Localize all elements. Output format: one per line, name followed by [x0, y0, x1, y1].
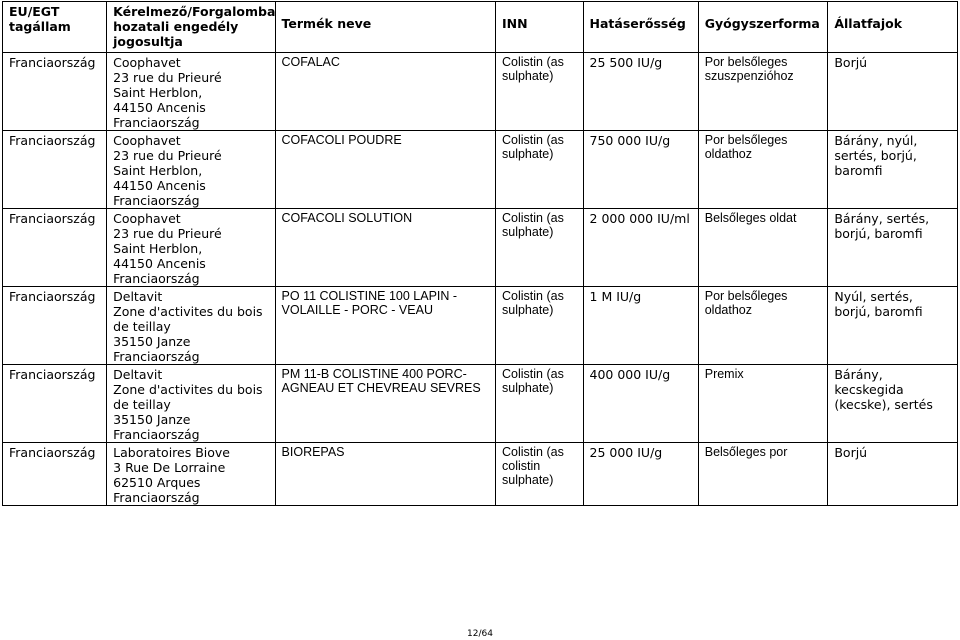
pharmaceutical-form-cell: Por belsőleges szuszpenzióhoz	[698, 53, 828, 131]
table-header-row	[3, 2, 958, 53]
applicant-cell: Laboratoires Biove 3 Rue De Lorraine 62510 Arques Franciaország	[107, 443, 275, 506]
species-cell: Borjú	[828, 53, 958, 131]
product-name-cell: COFACOLI SOLUTION	[275, 209, 495, 287]
pharmaceutical-form-cell: Por belsőleges oldathoz	[698, 287, 828, 365]
table-body	[3, 53, 958, 506]
products-table	[2, 1, 958, 506]
strength-cell: 400 000 IU/g	[583, 365, 698, 443]
pharmaceutical-form-cell: Belsőleges oldat	[698, 209, 828, 287]
table-row	[3, 209, 958, 287]
country-cell: Franciaország	[3, 209, 107, 287]
col-header-strength: Hatáserősség	[583, 2, 698, 53]
product-name-cell: PM 11-B COLISTINE 400 PORC-AGNEAU ET CHEVREAU SEVRES	[275, 365, 495, 443]
species-cell: Nyúl, sertés, borjú, baromfi	[828, 287, 958, 365]
strength-cell: 25 500 IU/g	[583, 53, 698, 131]
table-row	[3, 53, 958, 131]
species-cell: Bárány, nyúl, sertés, borjú, baromfi	[828, 131, 958, 209]
table-row	[3, 365, 958, 443]
applicant-cell: Deltavit Zone d'activites du bois de teillay 35150 Janze Franciaország	[107, 287, 275, 365]
table-row	[3, 443, 958, 506]
country-cell: Franciaország	[3, 287, 107, 365]
inn-cell: Colistin (as sulphate)	[496, 131, 584, 209]
col-header-inn: INN	[496, 2, 584, 53]
col-header-species: Állatfajok	[828, 2, 958, 53]
species-cell: Bárány, kecskegida (kecske), sertés	[828, 365, 958, 443]
table-row	[3, 131, 958, 209]
species-cell: Borjú	[828, 443, 958, 506]
strength-cell: 2 000 000 IU/ml	[583, 209, 698, 287]
pharmaceutical-form-cell: Belsőleges por	[698, 443, 828, 506]
species-cell: Bárány, sertés, borjú, baromfi	[828, 209, 958, 287]
product-name-cell: COFALAC	[275, 53, 495, 131]
page-number: 12/64	[467, 629, 493, 639]
inn-cell: Colistin (as colistin sulphate)	[496, 443, 584, 506]
inn-cell: Colistin (as sulphate)	[496, 365, 584, 443]
country-cell: Franciaország	[3, 443, 107, 506]
product-name-cell: PO 11 COLISTINE 100 LAPIN - VOLAILLE - PORC - VEAU	[275, 287, 495, 365]
strength-cell: 1 M IU/g	[583, 287, 698, 365]
product-name-cell: COFACOLI POUDRE	[275, 131, 495, 209]
col-header-applicant: Kérelmező/Forgalomba hozatali engedély jogosultja	[107, 2, 275, 53]
applicant-cell: Coophavet 23 rue du Prieuré Saint Herblon, 44150 Ancenis Franciaország	[107, 53, 275, 131]
col-header-country: EU/EGT tagállam	[3, 2, 107, 53]
pharmaceutical-form-cell: Premix	[698, 365, 828, 443]
inn-cell: Colistin (as sulphate)	[496, 287, 584, 365]
applicant-cell: Coophavet 23 rue du Prieuré Saint Herblon, 44150 Ancenis Franciaország	[107, 131, 275, 209]
strength-cell: 750 000 IU/g	[583, 131, 698, 209]
table-row	[3, 287, 958, 365]
product-name-cell: BIOREPAS	[275, 443, 495, 506]
applicant-cell: Coophavet 23 rue du Prieuré Saint Herblon, 44150 Ancenis Franciaország	[107, 209, 275, 287]
applicant-cell: Deltavit Zone d'activites du bois de teillay 35150 Janze Franciaország	[107, 365, 275, 443]
strength-cell: 25 000 IU/g	[583, 443, 698, 506]
inn-cell: Colistin (as sulphate)	[496, 209, 584, 287]
col-header-form: Gyógyszerforma	[698, 2, 828, 53]
inn-cell: Colistin (as sulphate)	[496, 53, 584, 131]
country-cell: Franciaország	[3, 131, 107, 209]
col-header-product: Termék neve	[275, 2, 495, 53]
country-cell: Franciaország	[3, 365, 107, 443]
country-cell: Franciaország	[3, 53, 107, 131]
pharmaceutical-form-cell: Por belsőleges oldathoz	[698, 131, 828, 209]
